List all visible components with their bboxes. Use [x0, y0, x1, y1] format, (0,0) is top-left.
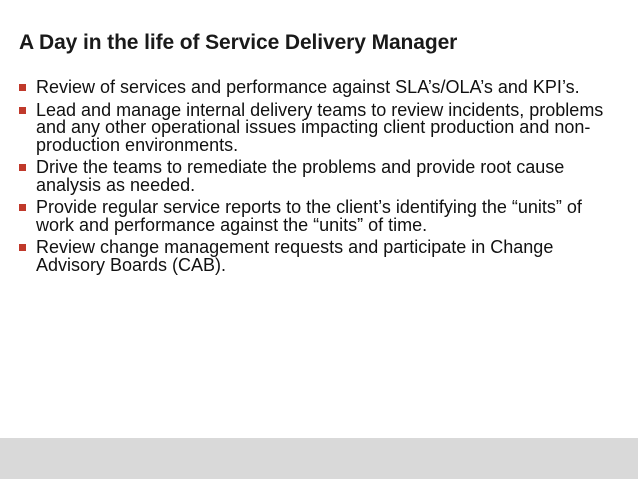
- square-bullet-icon: [19, 84, 26, 91]
- bullet-item: [19, 79, 624, 97]
- bullet-item: [19, 99, 624, 155]
- square-bullet-icon: [19, 204, 26, 211]
- slide-title: A Day in the life of Service Delivery Manager: [19, 31, 458, 54]
- square-bullet-icon: [19, 164, 26, 171]
- bullet-text: Review change management requests and participate in Change Advisory Boards (CAB).: [36, 237, 554, 275]
- bullet-item: [19, 159, 624, 194]
- bullet-text: Review of services and performance against SLA’s/OLA’s and KPI’s.: [36, 77, 580, 97]
- square-bullet-icon: [19, 107, 26, 114]
- square-bullet-icon: [19, 244, 26, 251]
- bullet-item: [19, 199, 624, 234]
- bullet-text: Provide regular service reports to the client’s identifying the “units” of work and performance against the “units” of time.: [36, 197, 582, 235]
- bullet-text: Lead and manage internal delivery teams to review incidents, problems and any other operational issues impacting client production and non-production environments.: [36, 99, 604, 155]
- bullet-item: [19, 239, 624, 274]
- bullet-list: [19, 79, 624, 279]
- bullet-text: Drive the teams to remediate the problems and provide root cause analysis as needed.: [36, 157, 565, 195]
- footer-band: [0, 438, 638, 479]
